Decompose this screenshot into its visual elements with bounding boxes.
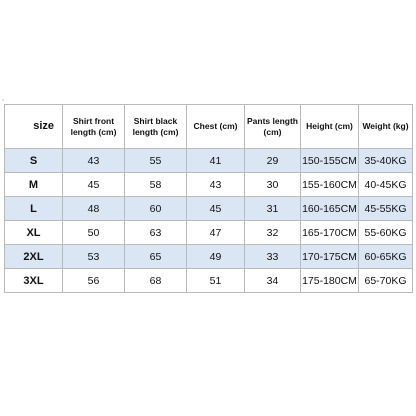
size-chart-table (4, 104, 413, 293)
height-cell: 175-180CM (301, 269, 359, 293)
header-chest: Chest (cm) (187, 105, 245, 149)
weight-cell: 40-45KG (359, 173, 413, 197)
header-size: size (5, 105, 63, 149)
shirt-front-cell: 43 (63, 149, 125, 173)
size-cell: M (5, 173, 63, 197)
shirt-back-cell: 68 (125, 269, 187, 293)
header-shirt-back-length: Shirt black length (cm) (125, 105, 187, 149)
header-weight: Weight (kg) (359, 105, 413, 149)
shirt-front-cell: 56 (63, 269, 125, 293)
height-cell: 170-175CM (301, 245, 359, 269)
pants-cell: 32 (245, 221, 301, 245)
height-cell: 150-155CM (301, 149, 359, 173)
table-row (5, 149, 413, 173)
pants-cell: 31 (245, 197, 301, 221)
chest-cell: 45 (187, 197, 245, 221)
size-cell: S (5, 149, 63, 173)
pants-cell: 30 (245, 173, 301, 197)
table-row (5, 269, 413, 293)
shirt-back-cell: 65 (125, 245, 187, 269)
pants-cell: 34 (245, 269, 301, 293)
shirt-front-cell: 53 (63, 245, 125, 269)
chest-cell: 51 (187, 269, 245, 293)
shirt-front-cell: 48 (63, 197, 125, 221)
table-row (5, 173, 413, 197)
table-row (5, 197, 413, 221)
size-cell: 2XL (5, 245, 63, 269)
header-shirt-front-length: Shirt front length (cm) (63, 105, 125, 149)
height-cell: 155-160CM (301, 173, 359, 197)
chest-cell: 43 (187, 173, 245, 197)
shirt-front-cell: 45 (63, 173, 125, 197)
shirt-front-cell: 50 (63, 221, 125, 245)
header-height: Height (cm) (301, 105, 359, 149)
height-cell: 160-165CM (301, 197, 359, 221)
weight-cell: 35-40KG (359, 149, 413, 173)
weight-cell: 55-60KG (359, 221, 413, 245)
pants-cell: 33 (245, 245, 301, 269)
shirt-back-cell: 58 (125, 173, 187, 197)
table-row (5, 221, 413, 245)
shirt-back-cell: 55 (125, 149, 187, 173)
shirt-back-cell: 60 (125, 197, 187, 221)
weight-cell: 45-55KG (359, 197, 413, 221)
pants-cell: 29 (245, 149, 301, 173)
size-cell: 3XL (5, 269, 63, 293)
header-row (5, 105, 413, 149)
corner-mark: ◦ (2, 98, 5, 104)
table-row (5, 245, 413, 269)
weight-cell: 60-65KG (359, 245, 413, 269)
weight-cell: 65-70KG (359, 269, 413, 293)
height-cell: 165-170CM (301, 221, 359, 245)
chest-cell: 41 (187, 149, 245, 173)
chest-cell: 49 (187, 245, 245, 269)
shirt-back-cell: 63 (125, 221, 187, 245)
chest-cell: 47 (187, 221, 245, 245)
header-pants-length: Pants length (cm) (245, 105, 301, 149)
size-cell: XL (5, 221, 63, 245)
size-cell: L (5, 197, 63, 221)
